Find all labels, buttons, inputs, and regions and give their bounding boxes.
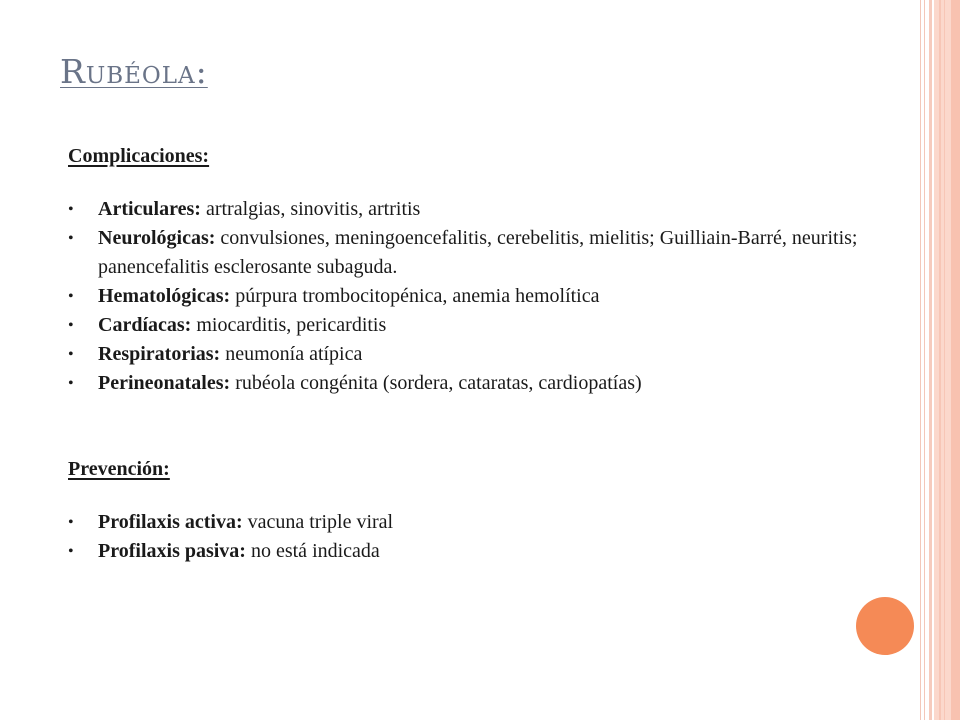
decorative-stripe (944, 0, 945, 720)
item-text: rubéola congénita (sordera, cataratas, cardiopatías) (230, 372, 642, 394)
item-text: artralgias, sinovitis, artritis (200, 198, 421, 220)
item-text: vacuna triple viral (242, 511, 394, 533)
list-item (68, 369, 898, 398)
decorative-stripe (929, 0, 932, 720)
list-item (68, 282, 898, 311)
decorative-stripe (951, 0, 960, 720)
prevencion-list (68, 508, 898, 566)
list-item (68, 340, 898, 369)
item-label: Respiratorias: (98, 343, 221, 365)
item-text: púrpura trombocitopénica, anemia hemolítica (230, 285, 600, 307)
item-text: convulsiones, meningoencefalitis, cerebelitis, mielitis; Guilliain-Barré, neuritis; panencefalitis esclerosante subaguda. (98, 227, 858, 278)
item-label: Profilaxis pasiva: (98, 540, 246, 562)
item-text: miocarditis, pericarditis (191, 314, 387, 336)
complicaciones-list (68, 195, 898, 398)
item-label: Neurológicas: (98, 227, 216, 249)
decorative-stripe (920, 0, 921, 720)
slide-title: Rubéola: (60, 52, 208, 91)
list-item (68, 537, 898, 566)
slide-content (68, 142, 898, 566)
item-text: neumonía atípica (220, 343, 363, 365)
decorative-stripe (924, 0, 925, 720)
prevencion-heading: Prevención: (68, 458, 170, 480)
item-label: Profilaxis activa: (98, 511, 243, 533)
item-label: Hematológicas: (98, 285, 231, 307)
item-label: Articulares: (98, 198, 201, 220)
list-item (68, 311, 898, 340)
item-text: no está indicada (245, 540, 380, 562)
item-label: Perineonatales: (98, 372, 231, 394)
decorative-stripe (939, 0, 941, 720)
list-item (68, 224, 898, 282)
decorative-circle (856, 597, 914, 655)
complicaciones-heading: Complicaciones: (68, 145, 210, 167)
list-item (68, 508, 898, 537)
list-item (68, 195, 898, 224)
item-label: Cardíacas: (98, 314, 192, 336)
